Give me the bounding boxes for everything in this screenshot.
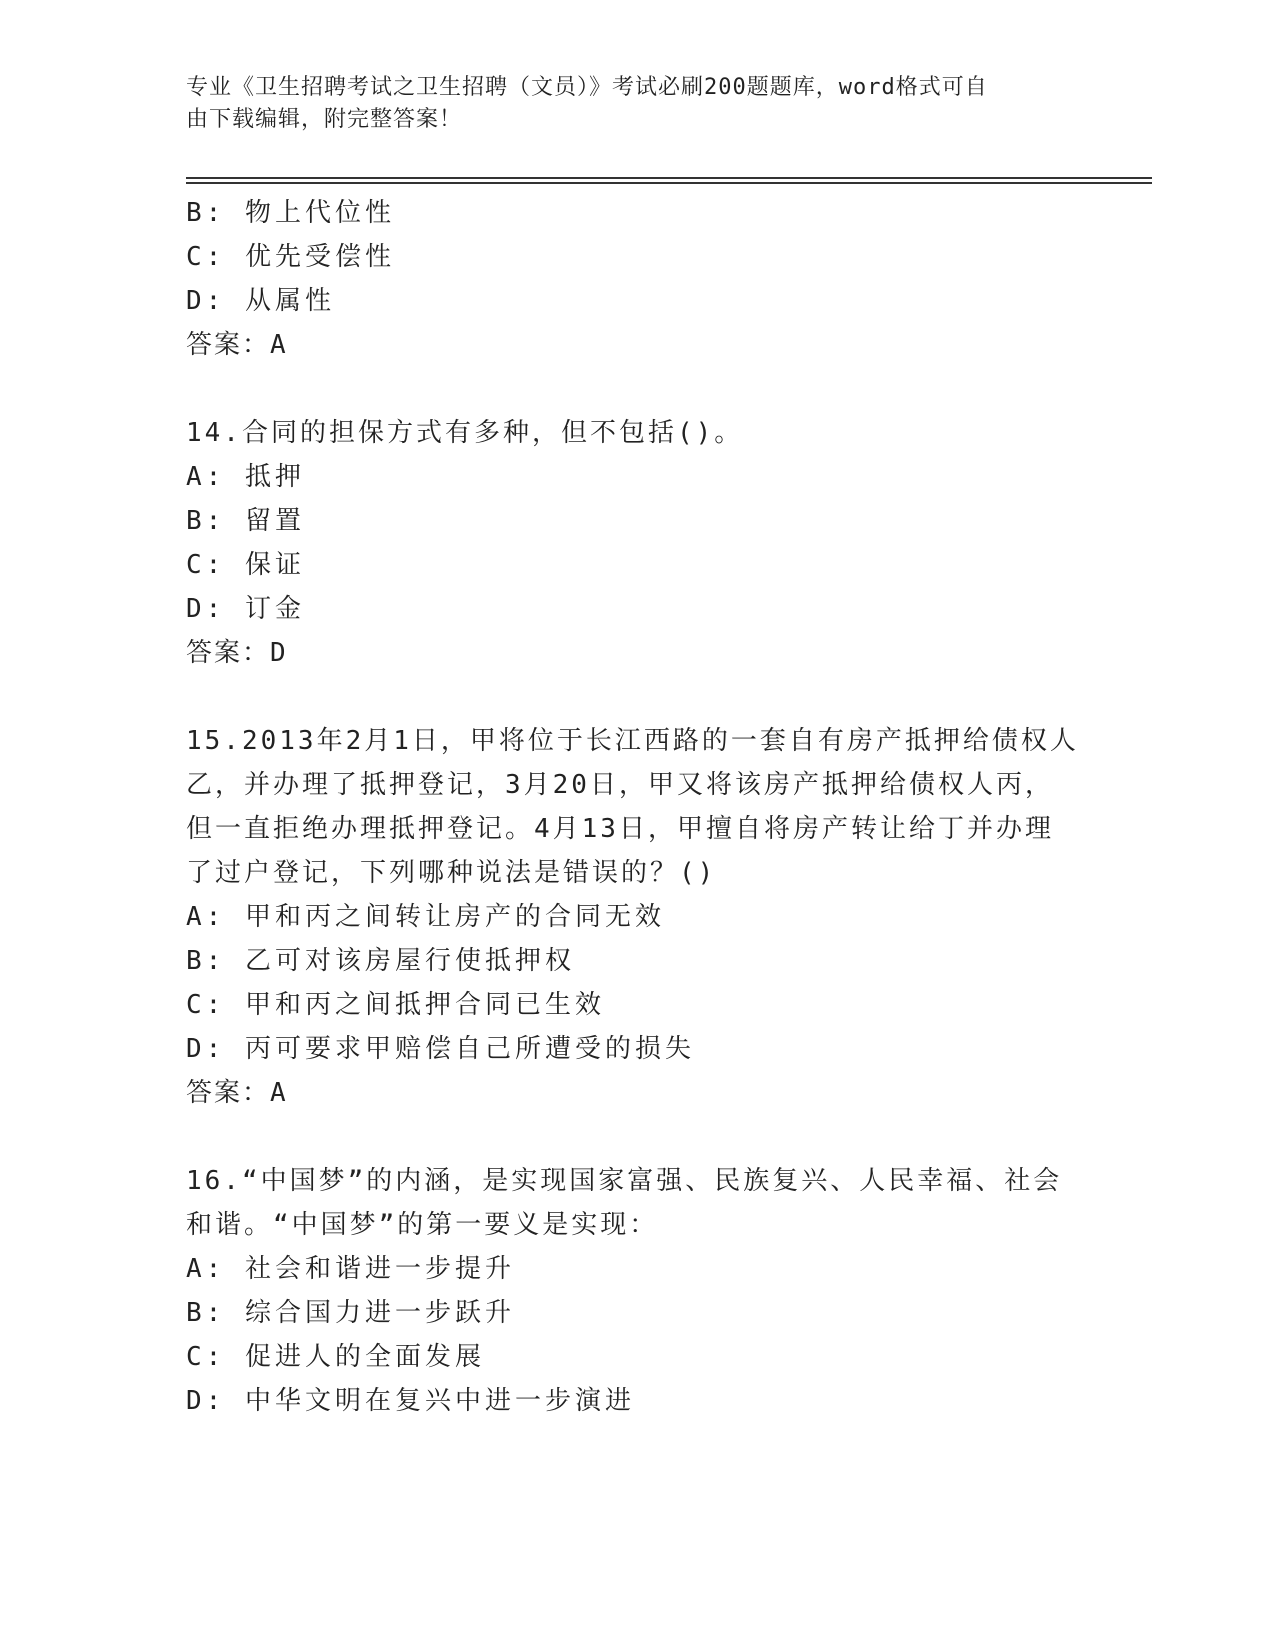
q15-stem-line-2: 乙，并办理了抵押登记，3月20日，甲又将该房产抵押给债权人丙， bbox=[186, 770, 1054, 800]
q14-option-d: D: 订金 bbox=[186, 594, 305, 624]
q13-option-b: B: 物上代位性 bbox=[186, 198, 395, 228]
q15-stem-line-3: 但一直拒绝办理抵押登记。4月13日，甲擅自将房产转让给丁并办理 bbox=[186, 814, 1054, 844]
header-divider-bottom bbox=[186, 182, 1152, 184]
q13-option-d: D: 从属性 bbox=[186, 286, 335, 316]
q16-stem-line-2: 和谐。“中国梦”的第一要义是实现： bbox=[186, 1210, 659, 1240]
document-header bbox=[186, 72, 1066, 136]
q15-option-d: D: 丙可要求甲赔偿自己所遭受的损失 bbox=[186, 1034, 695, 1064]
q15-option-a: A: 甲和丙之间转让房产的合同无效 bbox=[186, 902, 665, 932]
q16-option-a: A: 社会和谐进一步提升 bbox=[186, 1254, 515, 1284]
q16-option-c: C: 促进人的全面发展 bbox=[186, 1342, 485, 1372]
q15-option-b: B: 乙可对该房屋行使抵押权 bbox=[186, 946, 575, 976]
q15-stem-line-1: 15.2013年2月1日，甲将位于长江西路的一套自有房产抵押给债权人 bbox=[186, 726, 1079, 756]
q13-option-c: C: 优先受偿性 bbox=[186, 242, 395, 272]
header-line-2: 由下载编辑，附完整答案！ bbox=[186, 107, 463, 132]
q16-option-d: D: 中华文明在复兴中进一步演进 bbox=[186, 1386, 635, 1416]
q16-option-b: B: 综合国力进一步跃升 bbox=[186, 1298, 515, 1328]
q15-option-c: C: 甲和丙之间抵押合同已生效 bbox=[186, 990, 605, 1020]
q16-stem-line-1: 16.“中国梦”的内涵，是实现国家富强、民族复兴、人民幸福、社会 bbox=[186, 1166, 1063, 1196]
q14-option-b: B: 留置 bbox=[186, 506, 305, 536]
header-line-1: 专业《卫生招聘考试之卫生招聘（文员）》考试必刷200题题库，word格式可自 bbox=[186, 75, 988, 100]
q14-option-c: C: 保证 bbox=[186, 550, 305, 580]
q15-stem-line-4: 了过户登记，下列哪种说法是错误的？() bbox=[186, 858, 717, 888]
header-divider-top bbox=[186, 177, 1152, 179]
q14-stem: 14.合同的担保方式有多种，但不包括()。 bbox=[186, 418, 744, 448]
q14-option-a: A: 抵押 bbox=[186, 462, 305, 492]
q14-answer: 答案：D bbox=[186, 638, 288, 668]
q13-answer: 答案：A bbox=[186, 330, 288, 360]
q15-answer: 答案：A bbox=[186, 1078, 288, 1108]
